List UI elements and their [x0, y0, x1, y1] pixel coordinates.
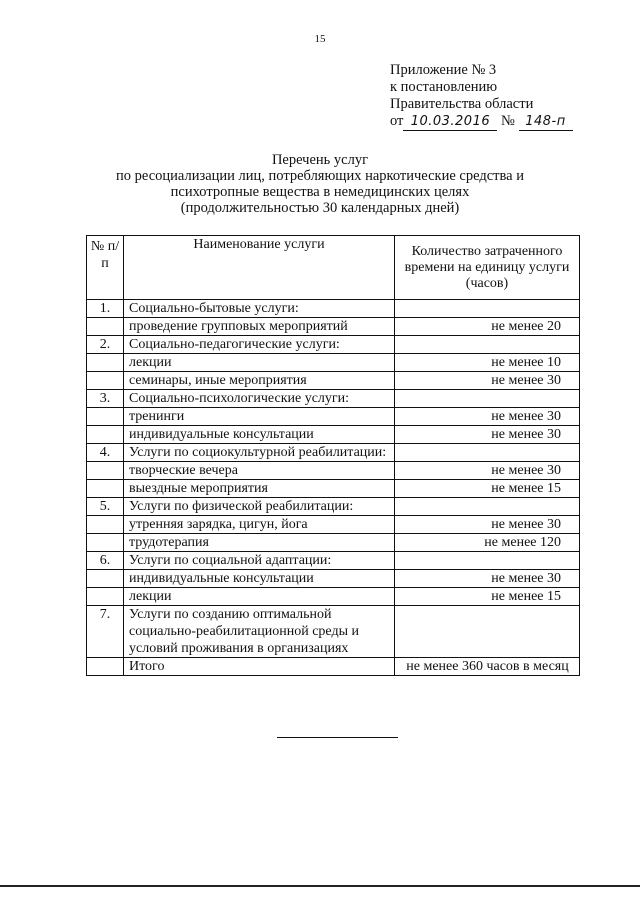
table-row — [87, 354, 580, 372]
table-row — [87, 480, 580, 498]
row-service-name: тренинги — [124, 408, 395, 426]
row-number: 2. — [87, 336, 124, 354]
row-service-name: Социально-педагогические услуги: — [124, 336, 395, 354]
row-time-spent: не менее 30 — [395, 570, 580, 588]
row-service-name: лекции — [124, 588, 395, 606]
table-row — [87, 390, 580, 408]
row-service-name: индивидуальные консультации — [124, 426, 395, 444]
services-table — [86, 235, 580, 676]
table-body — [87, 300, 580, 676]
row-time-spent — [395, 390, 580, 408]
row-number — [87, 354, 124, 372]
number-sign: № — [501, 113, 515, 129]
row-time-spent: не менее 30 — [395, 408, 580, 426]
table-header-row — [87, 236, 580, 300]
row-time-spent — [395, 498, 580, 516]
row-time-spent: не менее 15 — [395, 588, 580, 606]
table-row — [87, 516, 580, 534]
row-service-name: индивидуальные консультации — [124, 570, 395, 588]
table-row — [87, 570, 580, 588]
row-number: 7. — [87, 606, 124, 658]
table-row — [87, 606, 580, 658]
table-row — [87, 498, 580, 516]
row-time-spent — [395, 552, 580, 570]
row-time-spent — [395, 300, 580, 318]
row-service-name: Социально-бытовые услуги: — [124, 300, 395, 318]
title-line-2: по ресоциализации лиц, потребляющих наркотические средства и — [116, 168, 524, 184]
table-row — [87, 372, 580, 390]
row-number — [87, 588, 124, 606]
row-service-name: Услуги по социокультурной реабилитации: — [124, 444, 395, 462]
table-row — [87, 462, 580, 480]
row-time-spent — [395, 444, 580, 462]
handwritten-number: 148-п — [519, 113, 573, 131]
title-line-1: Перечень услуг — [271, 152, 369, 168]
row-service-name: выездные мероприятия — [124, 480, 395, 498]
row-time-spent: не менее 30 — [395, 372, 580, 390]
row-number: 5. — [87, 498, 124, 516]
row-time-spent: не менее 15 — [395, 480, 580, 498]
table-row — [87, 318, 580, 336]
row-number — [87, 534, 124, 552]
row-time-spent — [395, 336, 580, 354]
table-row — [87, 534, 580, 552]
row-time-spent: не менее 30 — [395, 426, 580, 444]
row-service-name: лекции — [124, 354, 395, 372]
appendix-date-line — [390, 113, 573, 131]
row-time-spent: не менее 30 — [395, 516, 580, 534]
row-service-name: Социально-психологические услуги: — [124, 390, 395, 408]
row-number — [87, 462, 124, 480]
row-time-spent: не менее 360 часов в месяц — [395, 658, 580, 676]
table-row — [87, 336, 580, 354]
table-row — [87, 300, 580, 318]
row-service-name: творческие вечера — [124, 462, 395, 480]
table-row — [87, 408, 580, 426]
row-number: 3. — [87, 390, 124, 408]
row-service-name: Услуги по социальной адаптации: — [124, 552, 395, 570]
table-row — [87, 658, 580, 676]
document-title — [0, 152, 640, 216]
row-time-spent: не менее 120 — [395, 534, 580, 552]
row-service-name: утренняя зарядка, цигун, йога — [124, 516, 395, 534]
row-time-spent: не менее 30 — [395, 462, 580, 480]
row-service-name: Услуги по созданию оптимальной социально-реабилитационной среды и условий проживания в организациях — [124, 606, 395, 658]
end-divider — [277, 737, 398, 738]
header-time-spent: Количество затраченного времени на единицу услуги (часов) — [395, 236, 580, 300]
row-number — [87, 426, 124, 444]
title-line-4: (продолжительностью 30 календарных дней) — [180, 200, 460, 216]
row-number — [87, 658, 124, 676]
page-number: 15 — [314, 33, 326, 45]
appendix-title: Приложение № 3 — [390, 62, 497, 78]
row-number — [87, 570, 124, 588]
header-number: № п/п — [87, 236, 124, 300]
row-time-spent — [395, 606, 580, 658]
row-number: 1. — [87, 300, 124, 318]
row-number — [87, 408, 124, 426]
row-service-name: проведение групповых мероприятий — [124, 318, 395, 336]
row-time-spent: не менее 20 — [395, 318, 580, 336]
row-service-name: семинары, иные мероприятия — [124, 372, 395, 390]
row-number: 4. — [87, 444, 124, 462]
page-bottom-edge — [0, 885, 640, 887]
appendix-line-government: Правительства области — [390, 96, 534, 112]
appendix-line-resolution: к постановлению — [390, 79, 498, 95]
appendix-block — [390, 62, 573, 131]
row-time-spent: не менее 10 — [395, 354, 580, 372]
date-prefix: от — [390, 113, 404, 129]
handwritten-date: 10.03.2016 — [403, 113, 497, 131]
table-row — [87, 426, 580, 444]
row-service-name: Услуги по физической реабилитации: — [124, 498, 395, 516]
row-service-name: трудотерапия — [124, 534, 395, 552]
table-row — [87, 552, 580, 570]
row-number — [87, 516, 124, 534]
row-number — [87, 372, 124, 390]
row-service-name: Итого — [124, 658, 395, 676]
row-number: 6. — [87, 552, 124, 570]
row-number — [87, 318, 124, 336]
table-row — [87, 444, 580, 462]
table-row — [87, 588, 580, 606]
header-service-name: Наименование услуги — [124, 236, 395, 300]
title-line-3: психотропные вещества в немедицинских целях — [170, 184, 470, 200]
row-number — [87, 480, 124, 498]
